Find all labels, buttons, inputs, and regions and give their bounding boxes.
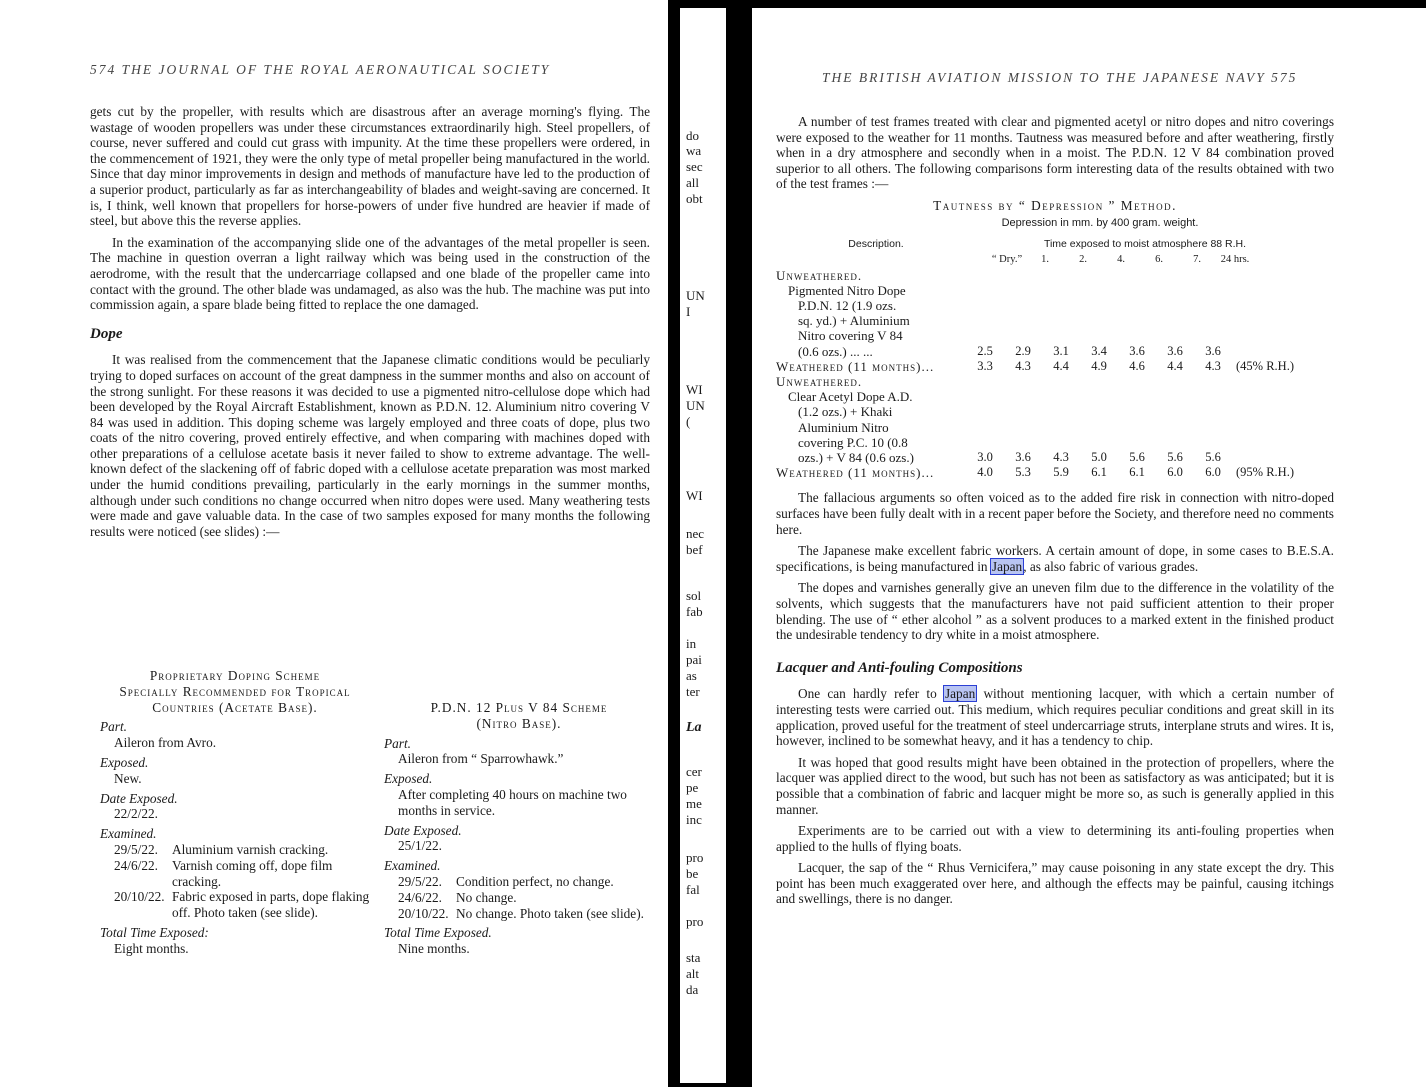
paragraph-dopes-varnishes: The dopes and varnishes generally give an uneven film due to the difference in the volatility of the solvents, which suggests that the manufacturers have not paid sufficient attention to their proper blending. The use of “ ether alcohol ” as a solvent produces to a marked extent in the finished product the undesirable tendency to dry white in a moist atmosphere. [776,580,1334,643]
examined-text: Varnish coming off, dope film cracking. [172,857,333,889]
exposed-label: Exposed. [384,771,433,787]
gutter-fragment: inc [686,812,702,827]
gutter-fragment: pai [686,652,702,667]
desc-line: (1.2 ozs.) + Khaki [798,404,893,420]
row-label: Weathered (11 months)... [776,465,935,481]
value-cell: 6.1 [1091,465,1107,480]
desc-line: P.D.N. 12 (1.9 ozs. [798,297,897,313]
description-header: Description. [848,238,904,251]
table-desc-line [776,389,1334,404]
examined-text: Aluminium varnish cracking. [172,841,329,857]
humidity-note: (45% R.H.) [1236,358,1294,373]
tautness-table-subtitle: Depression in mm. by 400 gram. weight. [1001,216,1199,229]
gutter-page-edge [680,8,726,1083]
column-header: 4. [1117,254,1125,266]
gutter-fragment: me [686,796,702,811]
scheme-nitro-title-2: (Nitro Base). [476,715,562,731]
table-desc-line [776,298,1334,313]
right-page [752,8,1426,1087]
paragraph-slide-examination: In the examination of the accompanying slide one of the advantages of the metal propeller is seen. The machine in question overran a light railway which was being used in the construction of the aerodrome, with the result that the undercarriage collapsed and one blade of the propeller came into contact with the ground. The other blade was undamaged, as also was the hub. The machine was put into commission again, a spare blade being fitted to replace the one damaged. [90,234,650,313]
scheme-acetate [100,668,370,957]
exposed-label: Exposed. [100,754,149,770]
paragraph-propellers-lacquer: It was hoped that good results might have been obtained in the protection of propellers, where the lacquer was applied direct to the wood, but such has not been as satisfactory as was anticipated; but it is possible that a combination of fabric and lacquer might be more so, as such is generally applied in this manner. [776,754,1334,817]
gutter-fragment: fal [686,882,700,897]
section-heading-lacquer: Lacquer and Anti-fouling Compositions [776,659,1023,676]
desc-line: Clear Acetyl Dope A.D. [788,389,913,405]
gutter-fragment: La [686,720,702,735]
part-value: Aileron from Avro. [114,735,217,751]
paragraph-test-frames: A number of test frames treated with clear and pigmented acetyl or nitro dopes and nitro coverings were exposed to the weather for 11 months. Tautness was measured before and after weathering, firstly when in a dry atmosphere and secondly when in a moist. The P.D.N. 12 V 84 combination proved superior to all others. The following comparisons form interesting data of the results obtained with two of the test frames :— [776,114,1334,192]
gutter-fragment: ( [686,414,691,429]
column-header: 24 hrs. [1220,254,1250,266]
desc-line: Pigmented Nitro Dope [788,282,906,298]
value-cell: 4.6 [1129,358,1145,373]
paragraph-experiments: Experiments are to be carried out with a view to determining its anti-fouling properties when applied to the hulls of flying boats. [776,823,1334,854]
desc-line: Aluminium Nitro [798,419,889,435]
table-header-row [776,237,1334,252]
total-time-label: Total Time Exposed: [100,924,209,940]
state-label: Unweathered. [776,373,863,389]
value-cell: 5.6 [1205,450,1221,464]
value-cell: 3.0 [977,450,993,464]
text-run: , as also fabric of various grades. [1023,558,1199,574]
gutter-fragment: sta [686,950,701,965]
scheme-acetate-title-2: Specially Recommended for Tropical [119,683,351,699]
examined-entry [100,889,370,921]
examined-entry [100,858,370,890]
value-cell: 5.0 [1091,450,1107,464]
value-cell: 2.9 [1015,343,1031,358]
scheme-nitro-title-1: P.D.N. 12 Plus V 84 Scheme [430,700,608,715]
table-row-unweathered [776,344,1334,359]
gutter-fragment: sol [686,588,702,603]
text-run: without mentioning lacquer, with which a certain number of interesting tests were carried out. This medium, which requires peculiar conditions and great skill in its application, proved useful for the treatment of steel undercarriage struts, interplane struts and wires. It is, however, inclined to be somewhat heavy, and it has a tendency to chip. [776,686,1334,749]
table-state-label [776,268,1334,283]
gutter-fragment: ter [686,684,700,699]
part-label: Part. [100,719,127,735]
gutter-fragment: be [686,866,699,881]
examined-entry [384,906,654,922]
gutter-fragment: sec [686,159,703,174]
gutter-fragment: pe [686,780,699,795]
examined-text: No change. [456,889,517,905]
gutter-fragment: bef [686,542,703,557]
value-cell: 4.3 [1053,450,1069,464]
part-label: Part. [384,735,411,751]
gutter-fragment: pro [686,850,704,865]
gutter-fragment: in [686,636,697,651]
left-page [0,0,668,1087]
date-exposed-value: 25/1/22. [398,838,442,854]
table-state-label [776,374,1334,389]
examined-text: No change. Photo taken (see slide). [456,905,644,921]
date-exposed-label: Date Exposed. [384,822,462,838]
examined-label: Examined. [100,826,157,842]
value-cell: 4.4 [1167,358,1183,373]
part-value: Aileron from “ Sparrowhawk.” [398,751,564,767]
value-cell: 6.0 [1167,465,1183,480]
value-cell: 3.3 [977,358,993,373]
section-heading-dope: Dope [90,325,123,342]
value-cell: 3.4 [1091,343,1107,358]
time-header: Time exposed to moist atmosphere 88 R.H. [1043,238,1247,251]
column-header: 6. [1155,254,1163,266]
examined-date: 20/10/22. [114,889,165,905]
gutter-fragment: pro [686,914,704,929]
running-head-left: 574 THE JOURNAL OF THE ROYAL AERONAUTICAL SOCIETY [90,62,551,77]
value-cell: 4.0 [977,465,993,480]
gutter-fragment: da [686,982,699,997]
paragraph-propeller-wastage: gets cut by the propeller, with results which are disastrous after an average morning's flying. The wastage of wooden propellers was under these circumstances extraordinarily high. Steel propellers, of course, never suffered and could cut grass with impunity. At the time these propellers were ordered, in the commencement of 1921, they were the only type of metal propeller being manufactured in the world. Since that day minor improvements in design and methods of manufacture have led to the production of a superior product, particularly as far as interchangeability of blades and weight-saving are concerned. It is, I think, well known that propellers for horse-powers of under five hundred are heavier if made of steel, but above this the reverse applies. [90,104,650,229]
desc-line: covering P.C. 10 (0.8 [798,434,908,450]
gutter-fragment: nec [686,526,705,541]
table-desc-line [776,328,1334,343]
value-cell: 5.6 [1167,450,1183,464]
examined-date: 20/10/22. [398,905,449,921]
tautness-table-title: Tautness by “ Depression ” Method. [933,197,1177,213]
examined-text: Condition perfect, no change. [456,873,614,889]
gutter-fragment: WI [686,382,703,397]
total-time-label: Total Time Exposed. [384,925,492,941]
value-cell: 4.3 [1015,358,1031,373]
row-label: (0.6 ozs.) ... ... [798,343,873,359]
scheme-acetate-title-1: Proprietary Doping Scheme [149,668,321,683]
examined-date: 24/6/22. [114,857,158,873]
examined-date: 24/6/22. [398,889,442,905]
value-cell: 3.6 [1129,343,1145,358]
gutter-fragment: do [686,128,699,143]
value-cell: 3.6 [1015,450,1031,464]
table-desc-line [776,313,1334,328]
column-header: 1. [1041,254,1049,266]
search-highlight-japan[interactable]: Japan [991,558,1023,574]
examined-label: Examined. [384,858,441,874]
gutter-fragment: UN [686,398,705,413]
examined-date: 29/5/22. [114,841,158,857]
examined-date: 29/5/22. [398,873,442,889]
left-body-text [90,104,650,545]
text-run: The Japanese make excellent fabric workers. A certain amount of dope, in some cases to B.E.S.A. specifications, is being manufactured in [776,543,1334,574]
scheme-acetate-title-3: Countries (Acetate Base). [152,699,318,715]
date-exposed-label: Date Exposed. [100,790,178,806]
examined-entry [384,874,654,890]
gutter-fragment: cer [686,764,702,779]
date-exposed-value: 22/2/22. [114,806,158,822]
table-desc-line [776,420,1334,435]
desc-line: sq. yd.) + Aluminium [798,313,910,329]
examined-text: Fabric exposed in parts, dope flaking off. Photo taken (see slide). [172,889,370,921]
column-header: 7. [1193,254,1201,266]
value-cell: 5.9 [1053,465,1069,480]
state-label: Unweathered. [776,267,863,283]
examined-entry [100,842,370,858]
gutter-fragment: fab [686,604,703,619]
right-body-text [776,114,1334,913]
table-desc-line [776,404,1334,419]
paragraph-rhus: Lacquer, the sap of the “ Rhus Vernicifera,” may cause poisoning in any state except the dry. This point has been much exaggerated over here, and although the effects may be painful, causing itchings and swellings, there is no danger. [776,860,1334,907]
total-time-value: Eight months. [114,940,189,956]
text-run: One can hardly refer to [798,686,937,702]
value-cell: 3.6 [1167,343,1183,358]
value-cell: 5.3 [1015,465,1031,480]
value-cell: 3.6 [1205,343,1221,358]
gutter-fragment: UN [686,288,705,303]
value-cell: 3.1 [1053,343,1069,358]
gutter-fragment: obt [686,191,703,206]
humidity-note: (95% R.H.) [1236,465,1294,480]
table-row-unweathered [776,450,1334,465]
gutter-fragment: WI [686,488,703,503]
value-cell: 4.3 [1205,358,1221,373]
value-cell: 4.9 [1091,358,1107,373]
column-header: “ Dry.” [991,254,1023,266]
gutter-fragment: I [686,304,691,319]
tautness-table [776,237,1334,480]
exposed-value: After completing 40 hours on machine two months in service. [398,786,627,818]
gutter-fragment: all [686,175,699,190]
total-time-value: Nine months. [398,941,470,957]
paragraph-lacquer [776,686,1334,748]
exposed-value: New. [114,770,142,786]
table-columns [988,252,1334,267]
paragraph-fabric-workers [776,543,1334,574]
paragraph-fire-risk: The fallacious arguments so often voiced as to the added fire risk in connection with nitro-doped surfaces have been fully dealt with in a recent paper before the Society, and therefore need no comments here. [776,490,1334,537]
running-head-right: THE BRITISH AVIATION MISSION TO THE JAPANESE NAVY 575 [822,70,1298,85]
value-cell: 2.5 [977,343,993,358]
search-highlight-japan[interactable]: Japan [944,686,976,702]
row-label: ozs.) + V 84 (0.6 ozs.) [798,450,914,465]
examined-entry [384,890,654,906]
table-row-weathered [776,465,1334,480]
paragraph-dope: It was realised from the commencement that the Japanese climatic conditions would be peculiarly trying to doped surfaces on account of the great dampness in the summer months and also on account of the strong sunlight. For these reasons it was decided to use a pigmented nitro-cellulose dope which had been developed by the Royal Aircraft Establishment, known as P.D.N. 12. Aluminium nitro covering V 84 was used in addition. This doping scheme was largely employed and three coats of dope, plus two coats of the nitro covering, proved entirely effective, and when comparing with machines doped with other preparations of a cellulose acetate basis it never failed to show to extreme advantage. The well-known defect of the slackening off of fabric doped with a cellulose acetate preparation was most marked under the humid conditions prevailing, particularly in the early mornings in the summer months, although under such conditions no change occurred when nitro dopes were used. Many weathering tests were made and gave valuable data. In the case of two samples exposed for many months the following results were noticed (see slides) :— [90,352,650,539]
table-row-weathered [776,359,1334,374]
table-desc-line [776,283,1334,298]
gutter-fragment: as [686,668,697,683]
value-cell: 5.6 [1129,450,1145,464]
gutter-fragment: alt [686,966,699,981]
desc-line: Nitro covering V 84 [798,328,903,344]
column-header: 2. [1079,254,1087,266]
value-cell: 4.4 [1053,358,1069,373]
row-label: Weathered (11 months)... [776,358,935,374]
table-desc-line [776,435,1334,450]
scheme-nitro [384,700,654,957]
value-cell: 6.1 [1129,465,1145,480]
value-cell: 6.0 [1205,465,1221,480]
gutter-fragment: wa [686,143,702,158]
